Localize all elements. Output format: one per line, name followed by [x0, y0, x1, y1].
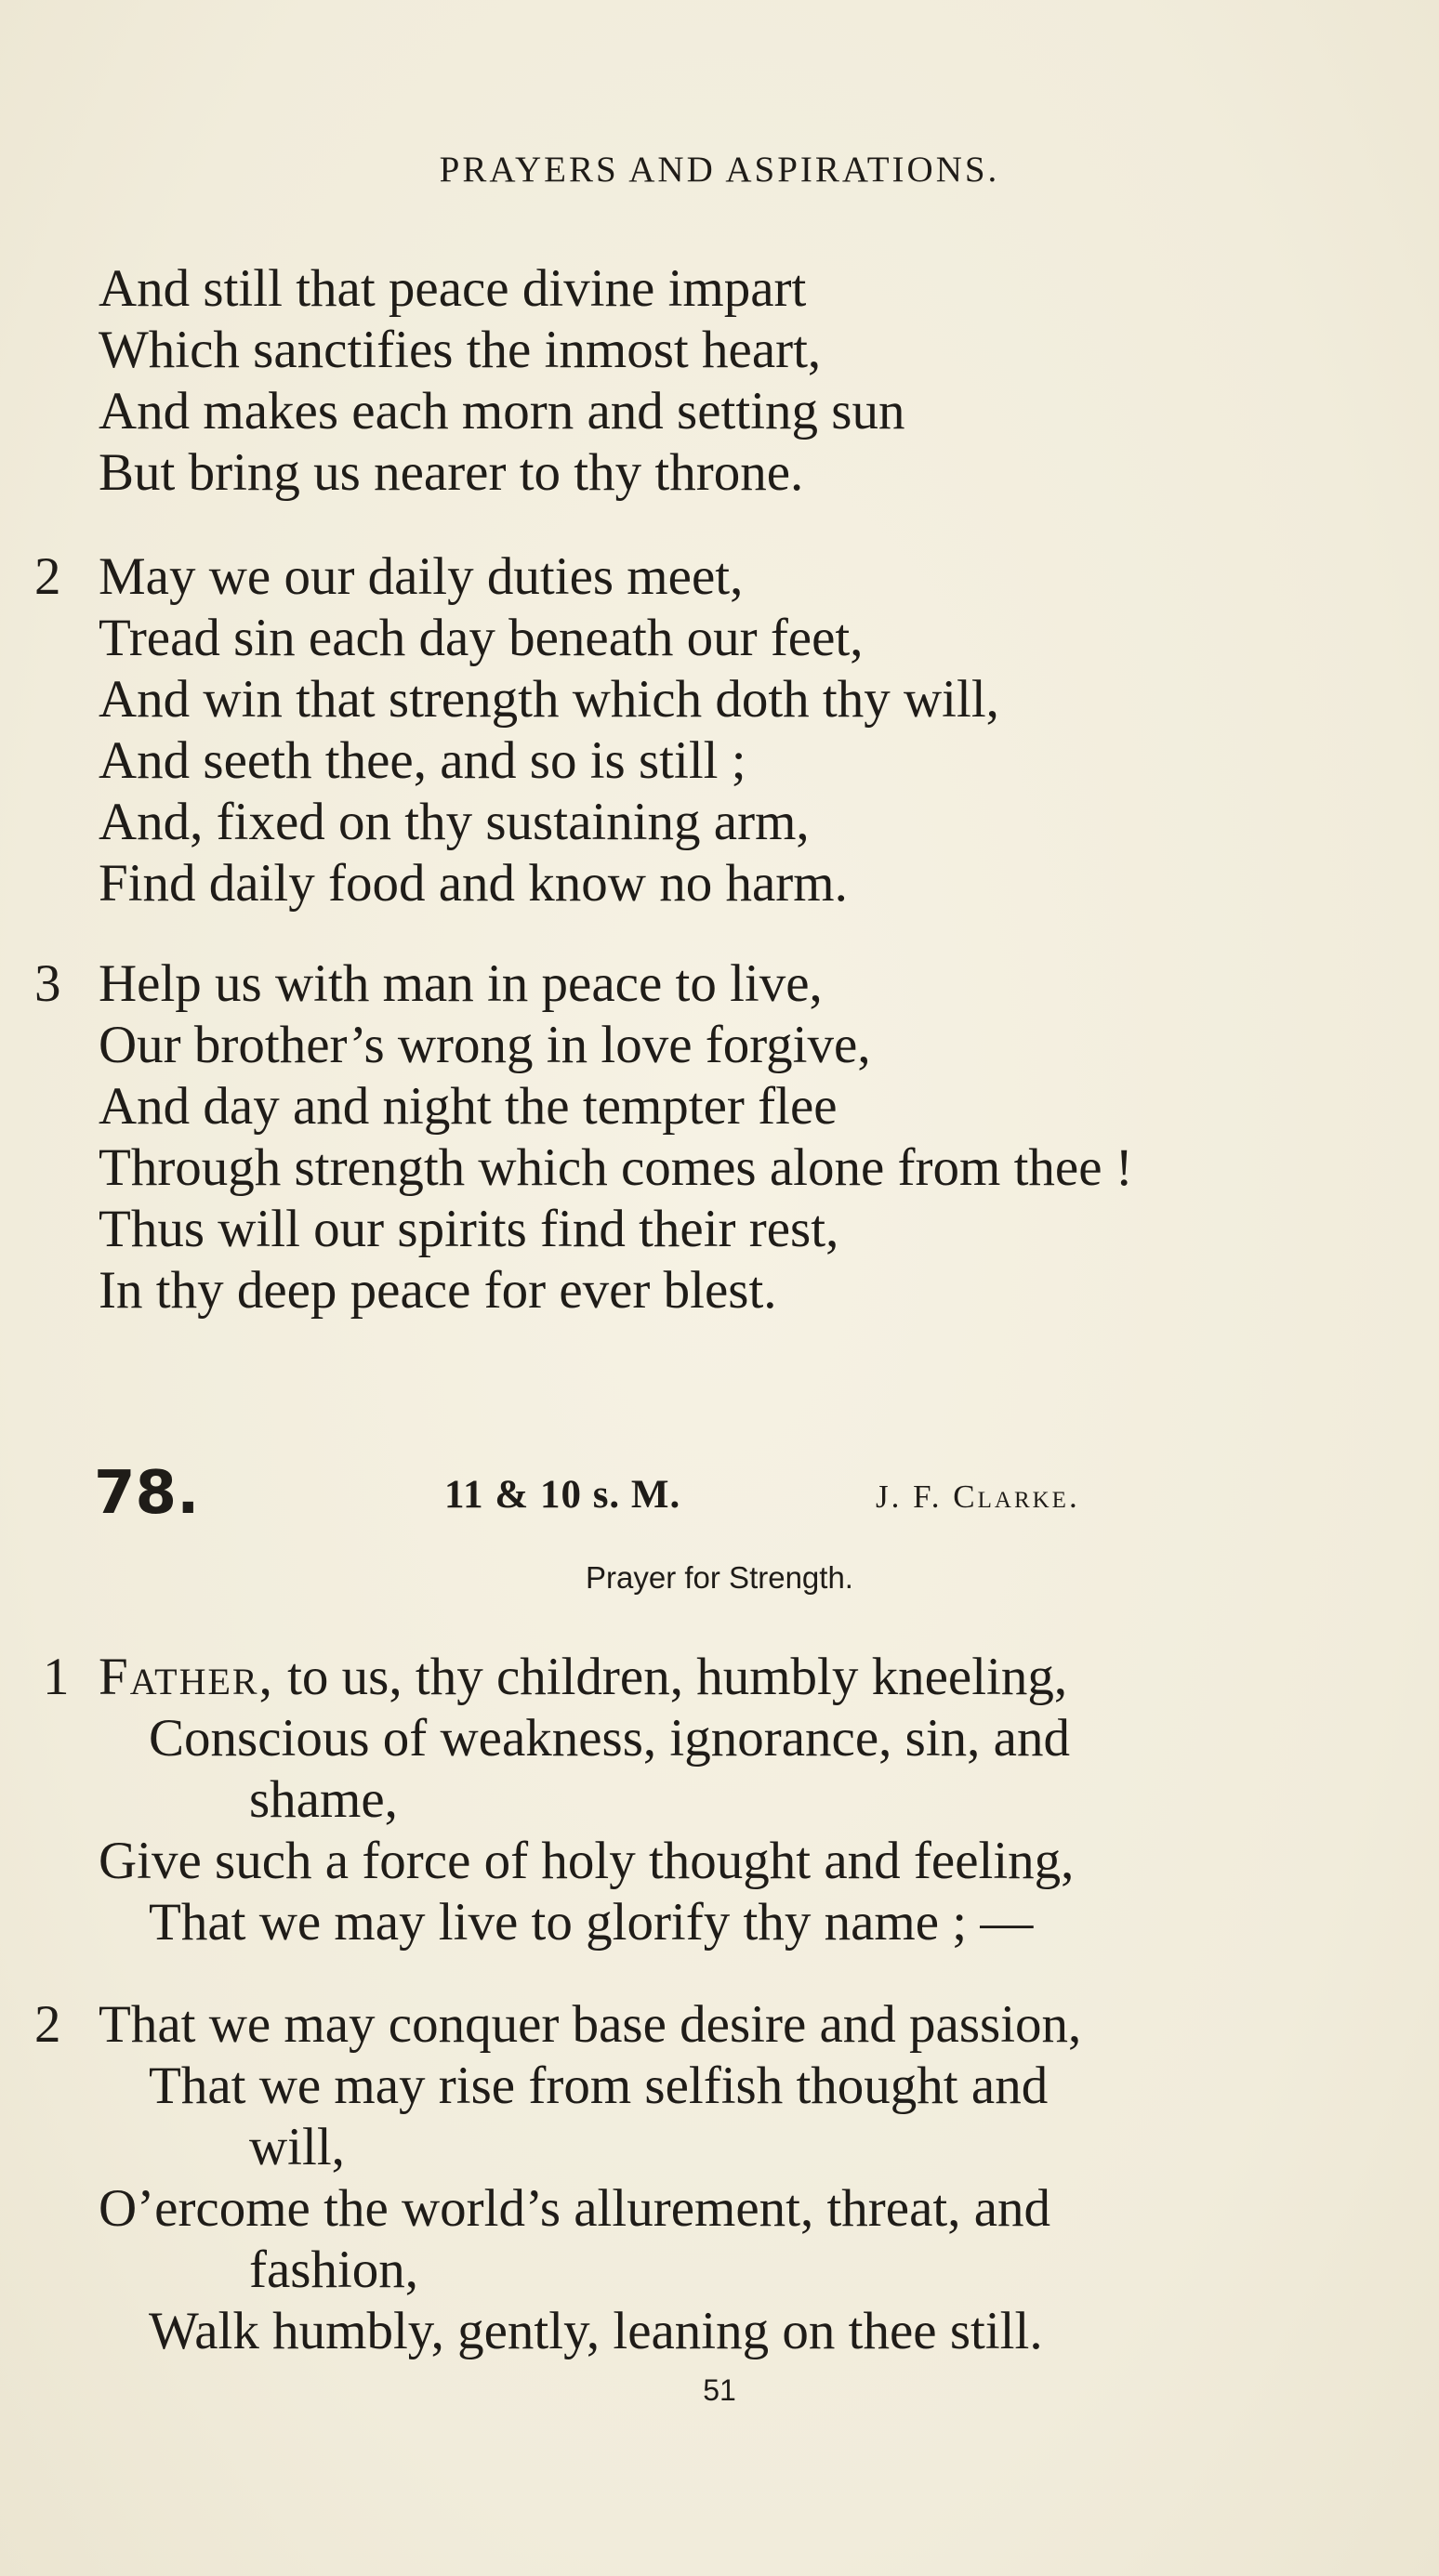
verse-line: O’ercome the world’s allurement, threat, and — [99, 2179, 1051, 2238]
verse-line: And win that strength which doth thy will, — [99, 670, 999, 729]
hymn-subtitle: Prayer for Strength. — [586, 1560, 853, 1595]
first-word: Father, — [99, 1648, 274, 1706]
stanza-number: 1 — [43, 1648, 70, 1706]
verse-line: Walk humbly, gently, leaning on thee still. — [149, 2302, 1043, 2360]
verse-line: will, — [249, 2118, 345, 2176]
hymn-author: J. F. Clarke. — [876, 1479, 1080, 1515]
verse-line — [99, 1649, 1067, 1706]
verse-line-rest: to us, thy children, humbly kneeling, — [273, 1648, 1068, 1706]
hymn-number: 78. — [94, 1459, 200, 1528]
verse-line: And, fixed on thy sustaining arm, — [99, 793, 810, 851]
verse-line: fashion, — [249, 2241, 419, 2299]
verse-line: Our brother’s wrong in love forgive, — [99, 1016, 871, 1074]
verse-line: That we may conquer base desire and passion, — [99, 1995, 1082, 2054]
verse-line: Tread sin each day beneath our feet, — [99, 609, 864, 667]
stanza-number: 2 — [34, 1995, 61, 2054]
verse-line: May we our daily duties meet, — [99, 547, 744, 606]
page-number: 51 — [703, 2373, 736, 2407]
verse-line: Which sanctifies the inmost heart, — [99, 321, 822, 379]
verse-line: And day and night the tempter flee — [99, 1077, 838, 1136]
verse-line: Through strength which comes alone from thee ! — [99, 1138, 1133, 1197]
stanza-number: 3 — [34, 954, 61, 1013]
verse-line: Find daily food and know no harm. — [99, 854, 848, 913]
running-head: PRAYERS AND ASPIRATIONS. — [439, 150, 1000, 190]
verse-line: Conscious of weakness, ignorance, sin, and — [149, 1709, 1070, 1768]
verse-line: In thy deep peace for ever blest. — [99, 1261, 777, 1320]
verse-line: And seeth thee, and so is still ; — [99, 731, 746, 790]
hymn-meter: 11 & 10 s. M. — [444, 1473, 681, 1517]
verse-line: And makes each morn and setting sun — [99, 382, 905, 440]
stanza-number: 2 — [34, 547, 61, 606]
verse-line: shame, — [249, 1770, 398, 1829]
verse-line: And still that peace divine impart — [99, 259, 807, 318]
verse-line: Give such a force of holy thought and feeling, — [99, 1832, 1075, 1890]
verse-line: Help us with man in peace to live, — [99, 954, 823, 1013]
verse-line: But bring us nearer to thy throne. — [99, 443, 804, 502]
verse-line: That we may rise from selfish thought and — [149, 2057, 1049, 2115]
verse-line: Thus will our spirits find their rest, — [99, 1200, 839, 1258]
verse-line: That we may live to glorify thy name ; — — [149, 1893, 1034, 1952]
